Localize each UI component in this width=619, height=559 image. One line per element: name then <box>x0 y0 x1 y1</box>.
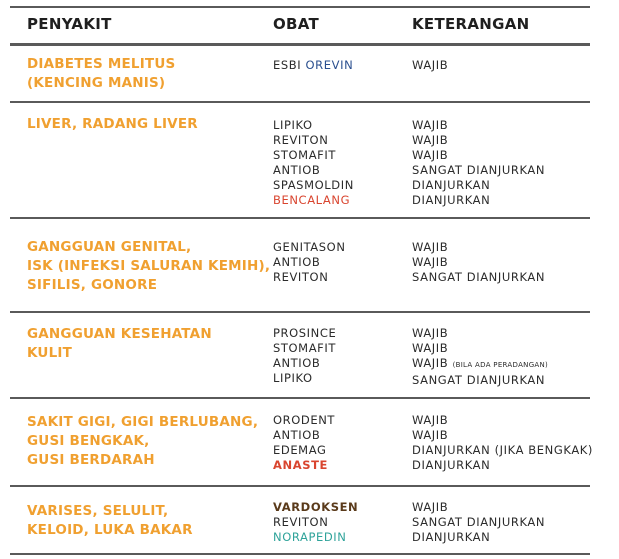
drug-item: ESBI OREVIN <box>273 58 354 72</box>
disease-line: GANGGUAN GENITAL, <box>27 239 192 255</box>
note-item: SANGAT DIANJURKAN <box>412 373 546 387</box>
notes-gigi <box>412 413 612 473</box>
disease-gigi <box>27 413 262 470</box>
disease-line: SIFILIS, GONORE <box>27 277 158 293</box>
drug-item: LIPIKO <box>273 371 313 385</box>
disease-line: GUSI BENGKAK, <box>27 433 150 449</box>
note-item: WAJIB <box>412 413 449 427</box>
note-item: SANGAT DIANJURKAN <box>412 163 546 177</box>
row-divider <box>10 101 590 103</box>
disease-varises <box>27 502 262 540</box>
disease-line: KELOID, LUKA BAKAR <box>27 522 193 538</box>
drug-item: ORODENT <box>273 413 336 427</box>
note-item: WAJIB <box>412 58 449 72</box>
drugs-gigi <box>273 413 403 473</box>
drug-item: REVITON <box>273 133 329 147</box>
notes-kulit <box>412 326 612 388</box>
drugs-genital <box>273 240 403 285</box>
note-item: WAJIB <box>412 148 449 162</box>
disease-line: ISK (INFEKSI SALURAN KEMIH), <box>27 258 271 274</box>
note-item: WAJIB <box>412 500 449 514</box>
disease-genital <box>27 238 271 295</box>
drug-item: STOMAFIT <box>273 341 336 355</box>
disease-liver <box>27 115 262 134</box>
drugs-varises <box>273 500 403 545</box>
note-item: WAJIB <box>412 255 449 269</box>
bottom-rule <box>10 553 590 555</box>
note-item: SANGAT DIANJURKAN <box>412 515 546 529</box>
note-item: WAJIB <box>412 133 449 147</box>
drugs-kulit <box>273 326 403 386</box>
row-divider <box>10 485 590 487</box>
note-item: WAJIB <box>412 240 449 254</box>
drug-item: VARDOKSEN <box>273 500 359 514</box>
note-item: WAJIB <box>412 341 449 355</box>
note-item: DIANJURKAN <box>412 193 491 207</box>
disease-line: VARISES, SELULIT, <box>27 503 169 519</box>
disease-line: SAKIT GIGI, GIGI BERLUBANG, <box>27 414 259 430</box>
row-divider <box>10 311 590 313</box>
drug-item: PROSINCE <box>273 326 337 340</box>
drug-item: ANTIOB <box>273 356 321 370</box>
disease-line: LIVER, RADANG LIVER <box>27 116 198 132</box>
drug-item: ANTIOB <box>273 428 321 442</box>
note-item: DIANJURKAN <box>412 458 491 472</box>
row-divider <box>10 397 590 399</box>
top-rule <box>10 6 590 8</box>
disease-line: GUSI BERDARAH <box>27 452 155 468</box>
drug-item: LIPIKO <box>273 118 313 132</box>
drug-item: GENITASON <box>273 240 346 254</box>
notes-diabetes <box>412 58 612 73</box>
note-item: WAJIB (BILA ADA PERADANGAN) <box>412 356 549 370</box>
drug-item: EDEMAG <box>273 443 327 457</box>
header-penyakit: PENYAKIT <box>27 15 112 33</box>
row-divider <box>10 217 590 219</box>
header-keterangan: KETERANGAN <box>412 15 530 33</box>
disease-line: (KENCING MANIS) <box>27 75 166 91</box>
header-rule <box>10 43 590 46</box>
disease-kulit <box>27 325 262 363</box>
drug-item: ANASTE <box>273 458 329 472</box>
drug-item: SPASMOLDIN <box>273 178 354 192</box>
disease-diabetes <box>27 55 262 93</box>
disease-line: DIABETES MELITUS <box>27 56 176 72</box>
note-item: WAJIB <box>412 118 449 132</box>
drug-item: STOMAFIT <box>273 148 336 162</box>
disease-line: KULIT <box>27 345 73 361</box>
drugs-diabetes <box>273 58 403 73</box>
drugs-liver <box>273 118 403 208</box>
notes-varises <box>412 500 612 545</box>
note-item: WAJIB <box>412 428 449 442</box>
note-item: DIANJURKAN <box>412 530 491 544</box>
header-obat: OBAT <box>273 15 320 33</box>
drug-item: NORAPEDIN <box>273 530 347 544</box>
drug-item: REVITON <box>273 515 329 529</box>
drug-item: BENCALANG <box>273 193 351 207</box>
note-extra: (BILA ADA PERADANGAN) <box>452 361 549 369</box>
disease-line: GANGGUAN KESEHATAN <box>27 326 212 342</box>
drug-item: REVITON <box>273 270 329 284</box>
notes-genital <box>412 240 612 285</box>
note-item: SANGAT DIANJURKAN <box>412 270 546 284</box>
drug-item: ANTIOB <box>273 255 321 269</box>
drug-item: ANTIOB <box>273 163 321 177</box>
note-item: DIANJURKAN <box>412 178 491 192</box>
notes-liver <box>412 118 612 208</box>
note-item: DIANJURKAN (JIKA BENGKAK) <box>412 443 594 457</box>
note-item: WAJIB <box>412 326 449 340</box>
